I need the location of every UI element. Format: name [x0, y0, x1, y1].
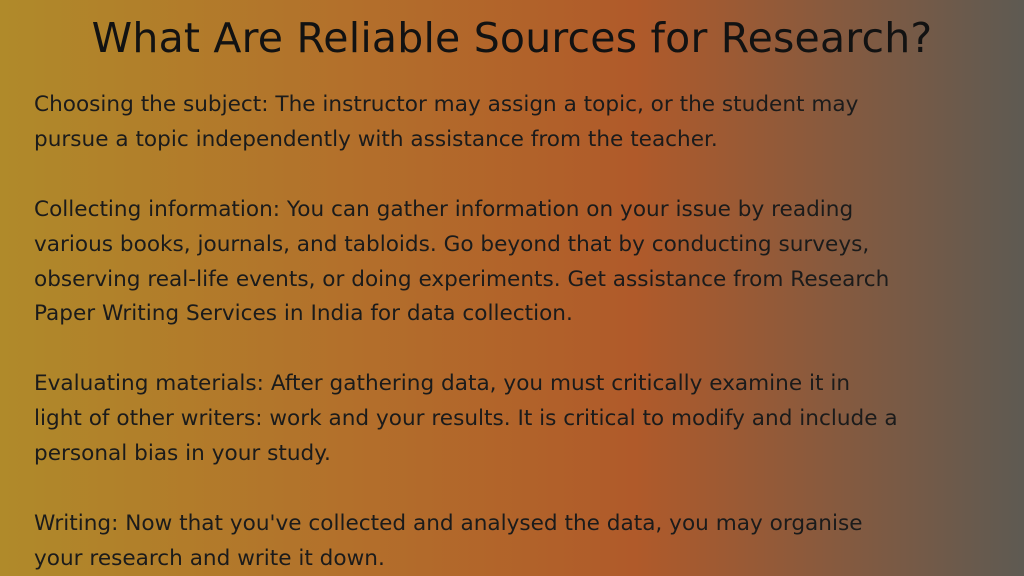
- text-line: Collecting information: You can gather information on your issue by reading: [34, 196, 854, 222]
- text-line: Evaluating materials: After gathering data, you must critically examine it in: [34, 371, 851, 397]
- text-line: your research and write it down.: [34, 545, 385, 571]
- text-line: Paper Writing Services in India for data collection.: [34, 301, 573, 327]
- slide-body: [34, 88, 999, 576]
- text-line: observing real-life events, or doing experiments. Get assistance from Research: [34, 266, 890, 292]
- text-line: various books, journals, and tabloids. Go beyond that by conducting surveys,: [34, 231, 870, 257]
- text-line: light of other writers: work and your results. It is critical to modify and include a: [34, 406, 898, 432]
- slide-title: What Are Reliable Sources for Research?: [91, 14, 933, 62]
- text-line: Choosing the subject: The instructor may assign a topic, or the student may: [34, 92, 859, 117]
- text-line: Writing: Now that you've collected and analysed the data, you may organise: [34, 510, 863, 536]
- paragraph-choosing-subject: [34, 88, 999, 158]
- text-line: pursue a topic independently with assistance from the teacher.: [34, 126, 718, 152]
- paragraph-evaluating-materials: [34, 367, 999, 472]
- paragraph-collecting-information: [34, 193, 999, 333]
- text-line: personal bias in your study.: [34, 441, 331, 467]
- paragraph-writing: [34, 507, 999, 576]
